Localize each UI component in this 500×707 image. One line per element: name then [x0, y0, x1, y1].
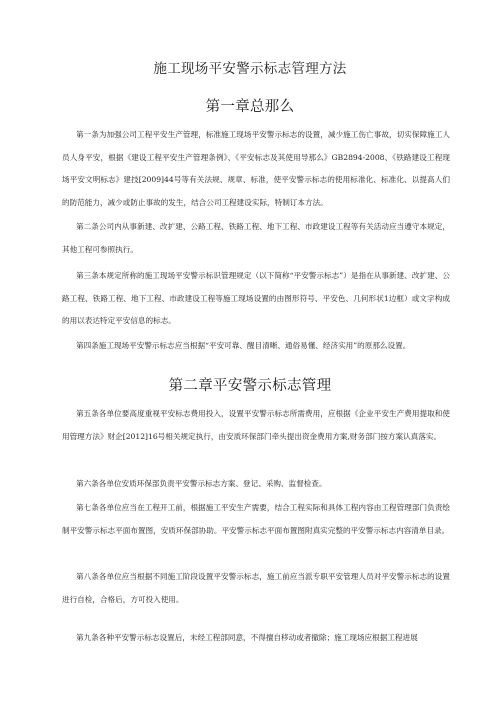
article-5-paragraph: 第五条各单位要高度重视平安标志费用投入，设置平安警示标志所需费用，应根据《企业平安生产费用提取和使用管理方法》财企[2012]16号相关规定执行，由安质环保部门牵头提出资金费用方案,财务部门按方案认真落实。 — [62, 409, 450, 441]
article-6-paragraph: 第六条各单位安质环保部负责平安警示标志方案、登记、采购、监督检查。 — [76, 479, 327, 488]
article-7-paragraph: 第七条各单位应当在工程开工前，根据施工平安生产需要，结合工程实际和具体工程内容由工程管理部门负责绘制平安警示标志平面布置图，安质环保部协助。平安警示标志平面布置图附真实完整的平安警示标志内容清单目录。 — [62, 503, 450, 535]
article-4-paragraph: 第四条施工现场平安警示标志应当根据“平安可靠、醒目清晰、通俗易懂、经济实用”的原那么设置。 — [76, 341, 411, 350]
document-title: 施工现场平安警示标志管理方法 — [153, 61, 347, 77]
chapter-heading-2: 第二章平安警示标志管理 — [168, 378, 332, 394]
article-9-paragraph: 第九条各种平安警示标志设置后，未经工程部同意，不得擅自移动或者撤除；施工现场应根据工程进展 — [76, 633, 418, 642]
article-8-paragraph: 第八条各单位应当根据不同施工阶段设置平安警示标志，施工前应当派专职平安管理人员对平安警示标志的设置进行自检，合格后，方可投入使用。 — [62, 572, 450, 604]
article-1-paragraph: 第一条为加强公司工程平安生产管理，标准施工现场平安警示标志的设置，减少施工伤亡事故，切实保障施工人员人身平安，根据《建设工程平安生产管理条例》、《平安标志及其使用导那么》GB2894-2008、《铁路建设工程现场平安文明标志》建技[2009]44号等有关法规、规章、标准，使平安警示标志的使用标准化、标准化、以提高人们的防范能力，减少或防止事故的发生，结合公司工程建设实际，特制订本方法。 — [62, 130, 450, 207]
chapter-heading-1: 第一章总那么 — [205, 99, 295, 115]
article-3-paragraph: 第三条本规定所称的施工现场平安警示标识管理规定（以下简称“平安警示标志”）是指在从事新建、改扩建、公路工程、铁路工程、地下工程、市政建设工程等施工现场设置的由图形符号、平安色、几何形状1边框）或文字构成的用以表达特定平安信息的标志。 — [62, 271, 450, 326]
article-2-paragraph: 第二条公司内从事新建、改扩建、公路工程、铁路工程、地下工程、市政建设工程等有关活动应当遵守本规定，其他工程可参照执行。 — [62, 222, 450, 254]
